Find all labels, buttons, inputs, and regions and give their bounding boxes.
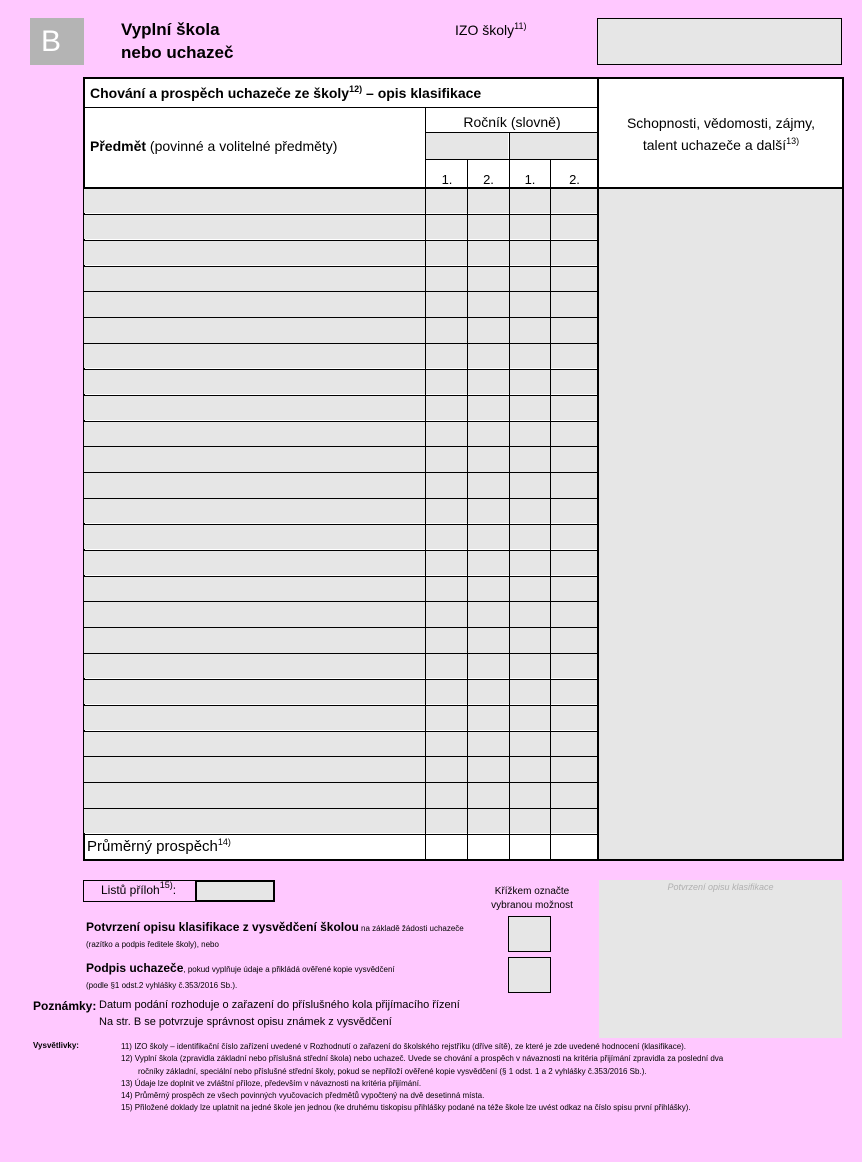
footnote-13: 13) Údaje lze doplnit ve zvláštní příloze, především v návaznosti na kritéria přijímání. (121, 1078, 422, 1088)
grade-cell[interactable] (426, 732, 467, 756)
grade-cell[interactable] (468, 344, 509, 368)
attachments-label: Listů příloh$^{15)}$: (101, 880, 177, 897)
subject-cell[interactable] (84, 447, 425, 471)
col-label-4: 2. (569, 172, 580, 187)
grade-cell[interactable] (426, 189, 467, 213)
subject-cell[interactable] (84, 499, 425, 523)
grade-cell[interactable] (551, 499, 597, 523)
subject-cell[interactable] (84, 783, 425, 807)
grade-cell[interactable] (510, 706, 550, 730)
grade-cell[interactable] (510, 370, 550, 394)
subject-cell[interactable] (84, 292, 425, 316)
grade-cell[interactable] (468, 318, 509, 342)
grade-cell[interactable] (468, 241, 509, 265)
subject-header: Předmět (povinné a volitelné předměty) (90, 138, 338, 154)
grade-cell[interactable] (468, 551, 509, 575)
year-col-divider (509, 132, 510, 860)
grade-cell[interactable] (510, 189, 550, 213)
grade-cell[interactable] (426, 654, 467, 678)
grade-cell[interactable] (426, 577, 467, 601)
subject-cell[interactable] (84, 318, 425, 342)
grade-cell[interactable] (468, 680, 509, 704)
grade-cell[interactable] (468, 732, 509, 756)
grade-cell[interactable] (468, 422, 509, 446)
grade-cell[interactable] (510, 525, 550, 549)
grade-cell[interactable] (551, 189, 597, 213)
subject-cell[interactable] (84, 215, 425, 239)
grade-cell[interactable] (551, 809, 597, 833)
grade-cell[interactable] (468, 783, 509, 807)
subject-cell[interactable] (84, 628, 425, 652)
subject-cell[interactable] (84, 706, 425, 730)
table-title: Chování a prospěch uchazeče ze školy$^{12)}$ – opis klasifikace (90, 84, 482, 101)
grade-cell[interactable] (468, 757, 509, 781)
subject-cell[interactable] (84, 551, 425, 575)
average-label: Průměrný prospěch$^{14)}$ (87, 837, 231, 855)
row-divider (84, 834, 598, 835)
right-col-divider (597, 78, 599, 860)
grade-cell[interactable] (426, 551, 467, 575)
year-field-2[interactable] (510, 133, 598, 159)
notes-line2: Na str. B se potvrzuje správnost opisu známek z vysvědčení (99, 1016, 392, 1028)
grade-cell[interactable] (551, 422, 597, 446)
grade-cell[interactable] (426, 422, 467, 446)
col-label-1: 1. (441, 172, 453, 187)
grade-cell[interactable] (510, 732, 550, 756)
year-divider (426, 132, 598, 133)
cross-note: Křížkem označte vybranou možnost (491, 886, 573, 911)
grade-cell[interactable] (551, 654, 597, 678)
skills-header: Schopnosti, vědomosti, zájmy, talent uchazeče a další$^{13)}$ (626, 115, 816, 153)
grade-cell[interactable] (468, 706, 509, 730)
izo-field[interactable] (597, 18, 842, 65)
subject-cell[interactable] (84, 654, 425, 678)
grade-cell[interactable] (426, 370, 467, 394)
grade-cell[interactable] (510, 318, 550, 342)
grade-cell[interactable] (426, 267, 467, 291)
grade-cell[interactable] (468, 654, 509, 678)
grade-cell[interactable] (551, 757, 597, 781)
grade-cell[interactable] (551, 706, 597, 730)
subject-cell[interactable] (84, 525, 425, 549)
subject-cell[interactable] (84, 396, 425, 420)
grade-cell[interactable] (510, 473, 550, 497)
grade-cell[interactable] (551, 447, 597, 471)
footnote-15: 15) Přiložené doklady lze uplatnit na jedné škole jen jednou (ke druhému tiskopisu přihlášky podané na téže škole lze uvést odkaz na číslo spisu první přihlášky). (121, 1103, 691, 1113)
grade-cell[interactable] (426, 706, 467, 730)
option1-text: Potvrzení opisu klasifikace z vysvědčení školou na základě žádosti uchazeče (razítko a podpis ředitele školy), nebo (86, 920, 464, 949)
izo-label: IZO školy$^{11)}$ (455, 21, 527, 38)
grade-cell[interactable] (426, 499, 467, 523)
grade-cell[interactable] (551, 783, 597, 807)
grade-cell[interactable] (468, 628, 509, 652)
grade-cell[interactable] (468, 473, 509, 497)
col-label-3: 1. (524, 172, 536, 187)
year-field-1[interactable] (426, 133, 508, 159)
grade-cell[interactable] (551, 628, 597, 652)
grade-cell[interactable] (510, 215, 550, 239)
grade-cell[interactable] (551, 577, 597, 601)
footnote-12: 12) Vyplní škola (zpravidla základní nebo příslušná střední škola) nebo uchazeč. Uvede se chování a prospěch v návaznosti na kritéria přijímání zpravidla za poslední dva (121, 1054, 724, 1064)
grade-cell[interactable] (551, 215, 597, 239)
grade-cell[interactable] (510, 447, 550, 471)
header-bottom (84, 187, 842, 189)
grade-cell[interactable] (551, 680, 597, 704)
year-divider-2 (426, 159, 598, 160)
grade-cell[interactable] (426, 241, 467, 265)
grade-cell[interactable] (551, 267, 597, 291)
subject-col-divider (425, 107, 426, 860)
grade-cell[interactable] (468, 267, 509, 291)
grade-cell[interactable] (426, 757, 467, 781)
subject-cell[interactable] (84, 680, 425, 704)
grade-cell[interactable] (510, 267, 550, 291)
skills-text-area[interactable] (598, 188, 842, 859)
grade-cell[interactable] (468, 370, 509, 394)
subject-cell[interactable] (84, 267, 425, 291)
grade-cell[interactable] (510, 499, 550, 523)
subject-cell[interactable] (84, 602, 425, 626)
grade-cell[interactable] (551, 344, 597, 368)
grade-cell[interactable] (510, 783, 550, 807)
year-header: Ročník (slovně) (463, 114, 561, 130)
grade-cell[interactable] (510, 757, 550, 781)
grade-cell[interactable] (551, 473, 597, 497)
grade-cell[interactable] (426, 344, 467, 368)
grade-cell[interactable] (468, 189, 509, 213)
grade-cell[interactable] (468, 809, 509, 833)
subject-cell[interactable] (84, 809, 425, 833)
subject-cell[interactable] (84, 757, 425, 781)
footnotes-label: Vysvětlivky: (33, 1041, 79, 1050)
footnote-11: 11) IZO školy – identifikační číslo zařízení uvedené v Rozhodnutí o zařazení do školského rejstříku (dříve sítě), ze které je zde uvedené hodnocení (klasifikace). (121, 1042, 687, 1051)
grade-cell[interactable] (426, 396, 467, 420)
attachments-count-field[interactable] (195, 880, 275, 902)
section-letter: B (40, 25, 61, 58)
grade-cell[interactable] (426, 473, 467, 497)
option1-checkbox[interactable] (508, 916, 551, 952)
grade-cell[interactable] (468, 499, 509, 523)
confirm-stamp-box[interactable] (599, 880, 842, 1038)
grade-cell[interactable] (510, 344, 550, 368)
header-title-line2: nebo uchazeč (121, 43, 234, 62)
footnote-12-cont: ročníky základní, speciální nebo příslušné střední školy, pokud se nepřiloží ověřené kopie vysvědčení (§ 1 odst. 1 a 2 vyhlášky č.353/2016 Sb.). (138, 1066, 647, 1076)
header-title-line1: Vyplní škola (121, 20, 220, 39)
grade-cell[interactable] (468, 215, 509, 239)
grade-cell[interactable] (426, 215, 467, 239)
grade-cell[interactable] (510, 809, 550, 833)
subject-cell[interactable] (84, 241, 425, 265)
grade-cell[interactable] (551, 525, 597, 549)
grade-cell[interactable] (510, 628, 550, 652)
grade-cell[interactable] (510, 680, 550, 704)
grade-cell[interactable] (510, 602, 550, 626)
grade-cell[interactable] (551, 551, 597, 575)
grade-cell[interactable] (510, 422, 550, 446)
notes-label: Poznámky: (33, 999, 97, 1013)
title-divider (84, 107, 598, 108)
grade-cell[interactable] (426, 680, 467, 704)
confirm-stamp-label: Potvrzení opisu klasifikace (667, 882, 774, 892)
footnotes-list (121, 1041, 841, 1115)
grade-cell[interactable] (426, 318, 467, 342)
grade-cell[interactable] (510, 654, 550, 678)
grade-cell[interactable] (426, 525, 467, 549)
grade-cell[interactable] (426, 783, 467, 807)
grade-cell[interactable] (426, 628, 467, 652)
grade-cell[interactable] (468, 292, 509, 316)
grade-cell[interactable] (510, 396, 550, 420)
grade-cell[interactable] (551, 732, 597, 756)
grade-cell[interactable] (510, 577, 550, 601)
grade-cell[interactable] (468, 525, 509, 549)
col-label-2: 2. (483, 172, 494, 187)
grade-cell[interactable] (551, 602, 597, 626)
option2-checkbox[interactable] (508, 957, 551, 993)
grade-cell[interactable] (551, 318, 597, 342)
grade-cell[interactable] (551, 370, 597, 394)
grade-cell[interactable] (510, 551, 550, 575)
grade-cell[interactable] (426, 447, 467, 471)
grade-cell[interactable] (426, 809, 467, 833)
grade-cell[interactable] (510, 292, 550, 316)
grade-cell[interactable] (426, 602, 467, 626)
grade-cell[interactable] (426, 292, 467, 316)
subject-cell[interactable] (84, 189, 425, 213)
subject-cell[interactable] (84, 732, 425, 756)
grade-cell[interactable] (468, 396, 509, 420)
footnote-14: 14) Průměrný prospěch ze všech povinných vyučovacích předmětů vypočtený na dvě desetinná místa. (121, 1091, 485, 1101)
col-divider-1 (467, 159, 468, 860)
notes-line1: Datum podání rozhoduje o zařazení do příslušného kola přijímacího řízení (99, 999, 460, 1011)
subject-cell[interactable] (84, 422, 425, 446)
grade-cell[interactable] (468, 447, 509, 471)
grade-cell[interactable] (551, 396, 597, 420)
grade-cell[interactable] (468, 577, 509, 601)
subject-cell[interactable] (84, 370, 425, 394)
subject-cell[interactable] (84, 344, 425, 368)
subject-cell[interactable] (84, 577, 425, 601)
grade-cell[interactable] (551, 292, 597, 316)
col-divider-3 (550, 159, 551, 860)
subject-cell[interactable] (84, 473, 425, 497)
grade-cell[interactable] (510, 241, 550, 265)
option2-text: Podpis uchazeče, pokud vyplňuje údaje a přikládá ověřené kopie vysvědčení (podle §1 odst.2 vyhlášky č.353/2016 Sb.). (86, 961, 395, 990)
grade-cell[interactable] (551, 241, 597, 265)
grade-cell[interactable] (468, 602, 509, 626)
